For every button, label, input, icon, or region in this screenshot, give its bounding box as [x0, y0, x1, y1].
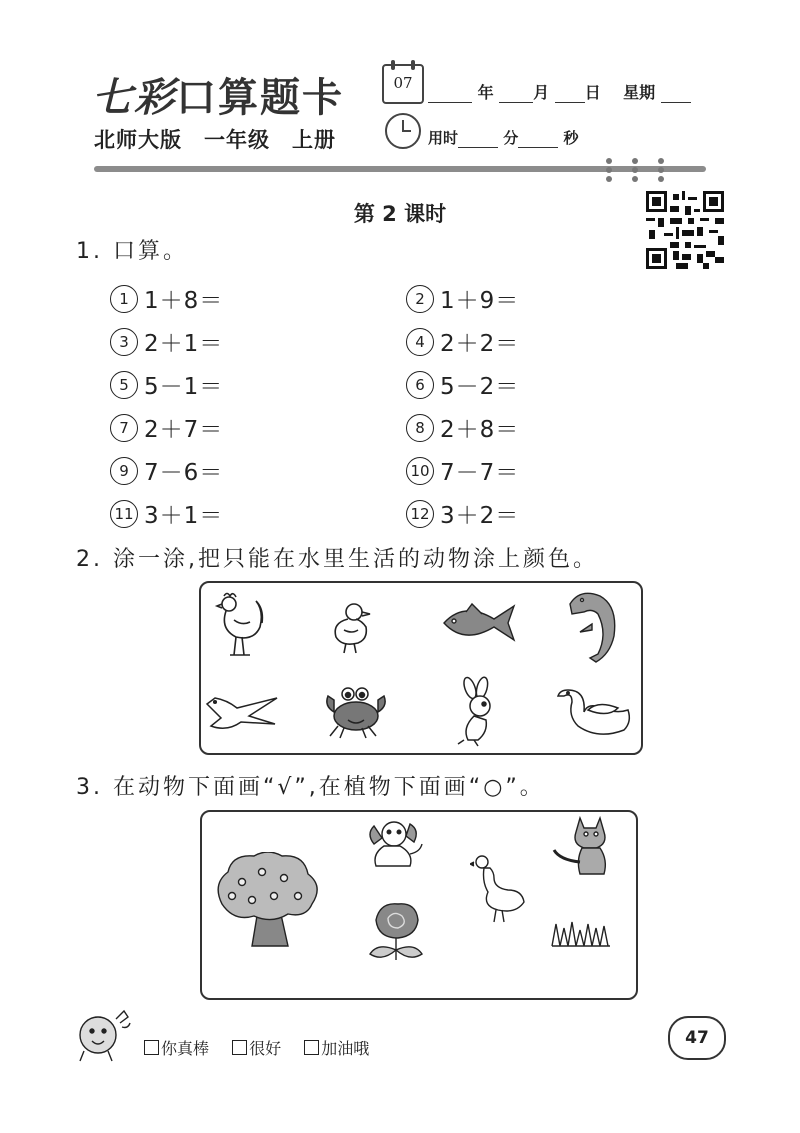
rating-option-good[interactable] — [232, 1039, 281, 1058]
lesson-title: 第 2 课时 — [353, 202, 447, 226]
self-rating — [144, 1036, 387, 1059]
q2-title: 2. 涂一涂,把只能在水里生活的动物涂上颜色。 — [76, 547, 598, 572]
problem-expression: 5－2＝ — [440, 374, 520, 400]
cat-icon[interactable] — [550, 812, 616, 878]
time-label: 用时 — [428, 129, 459, 147]
problem-expression: 2＋8＝ — [440, 417, 520, 443]
problem-2 — [406, 282, 519, 316]
problem-4 — [406, 325, 519, 359]
checkbox-icon[interactable] — [144, 1040, 159, 1055]
day-label: 日 — [584, 83, 601, 102]
problem-5 — [110, 368, 223, 402]
problem-9 — [110, 454, 223, 488]
rating-option-great[interactable] — [144, 1039, 209, 1058]
problem-3 — [110, 325, 223, 359]
clock-icon — [385, 113, 421, 149]
dolphin-icon[interactable] — [562, 588, 624, 668]
rating-label: 加油哦 — [321, 1039, 370, 1058]
weekday-label: 星期 — [623, 83, 656, 102]
problem-number: 1 — [110, 285, 138, 313]
q3-title: 3. 在动物下面画“√”,在植物下面画“○”。 — [76, 775, 545, 800]
calendar-day: 07 — [393, 74, 413, 92]
problem-expression: 3＋2＝ — [440, 503, 520, 529]
checkbox-icon[interactable] — [304, 1040, 319, 1055]
year-label: 年 — [477, 83, 494, 102]
dog-icon[interactable] — [364, 816, 426, 872]
logo — [92, 66, 344, 123]
minute-label: 分 — [503, 129, 519, 147]
problem-expression: 3＋1＝ — [144, 503, 224, 529]
problem-number: 7 — [110, 414, 138, 442]
date-fields — [428, 80, 691, 103]
problem-expression: 7－7＝ — [440, 460, 520, 486]
problem-12 — [406, 497, 519, 531]
calendar-icon — [382, 64, 424, 104]
problem-expression: 5－1＝ — [144, 374, 224, 400]
problem-number: 3 — [110, 328, 138, 356]
binder-pin-icon — [658, 158, 664, 182]
checkbox-icon[interactable] — [232, 1040, 247, 1055]
logo-main: 口算题卡 — [176, 74, 344, 121]
month-label: 月 — [533, 83, 550, 102]
rose-icon[interactable] — [364, 900, 430, 966]
rooster-icon[interactable] — [212, 590, 272, 666]
problem-expression: 2＋2＝ — [440, 331, 520, 357]
duck-icon[interactable] — [328, 600, 378, 658]
q1-title: 1. 口算。 — [76, 239, 188, 264]
edition-volume: 上册 — [292, 128, 336, 152]
second-label: 秒 — [563, 129, 579, 147]
problem-number: 8 — [406, 414, 434, 442]
problem-expression: 1＋9＝ — [440, 288, 520, 314]
problem-11 — [110, 497, 223, 531]
mascot-icon — [72, 1005, 134, 1067]
problem-number: 4 — [406, 328, 434, 356]
problem-6 — [406, 368, 519, 402]
qr-code-icon — [646, 191, 724, 269]
problem-expression: 1＋8＝ — [144, 288, 224, 314]
problem-7 — [110, 411, 223, 445]
problem-10 — [406, 454, 519, 488]
header-divider — [94, 166, 706, 172]
rabbit-icon[interactable] — [450, 676, 506, 750]
page-number: 47 — [668, 1016, 726, 1060]
tree-icon[interactable] — [212, 852, 324, 952]
rating-label: 你真棒 — [161, 1039, 210, 1058]
problem-number: 12 — [406, 500, 434, 528]
goose-icon[interactable] — [470, 852, 530, 928]
swallow-icon[interactable] — [203, 688, 283, 730]
crab-icon[interactable] — [320, 684, 392, 740]
edition-publisher: 北师大版 — [94, 128, 182, 152]
problem-8 — [406, 411, 519, 445]
problem-expression: 2＋1＝ — [144, 331, 224, 357]
logo-prefix: 七彩 — [92, 74, 176, 121]
rating-option-keep-going[interactable] — [304, 1039, 369, 1058]
problem-1 — [110, 282, 223, 316]
problem-number: 5 — [110, 371, 138, 399]
problem-number: 6 — [406, 371, 434, 399]
fish-icon[interactable] — [440, 602, 520, 644]
swan-icon[interactable] — [554, 680, 636, 744]
binder-pin-icon — [606, 158, 612, 182]
edition-grade: 一年级 — [204, 128, 270, 152]
grass-icon[interactable] — [550, 918, 612, 948]
problem-number: 11 — [110, 500, 138, 528]
problem-expression: 2＋7＝ — [144, 417, 224, 443]
problem-number: 9 — [110, 457, 138, 485]
binder-pin-icon — [632, 158, 638, 182]
edition-info — [94, 124, 358, 154]
rating-label: 很好 — [249, 1039, 282, 1058]
time-fields — [428, 127, 579, 148]
problem-expression: 7－6＝ — [144, 460, 224, 486]
problem-number: 10 — [406, 457, 434, 485]
problem-number: 2 — [406, 285, 434, 313]
